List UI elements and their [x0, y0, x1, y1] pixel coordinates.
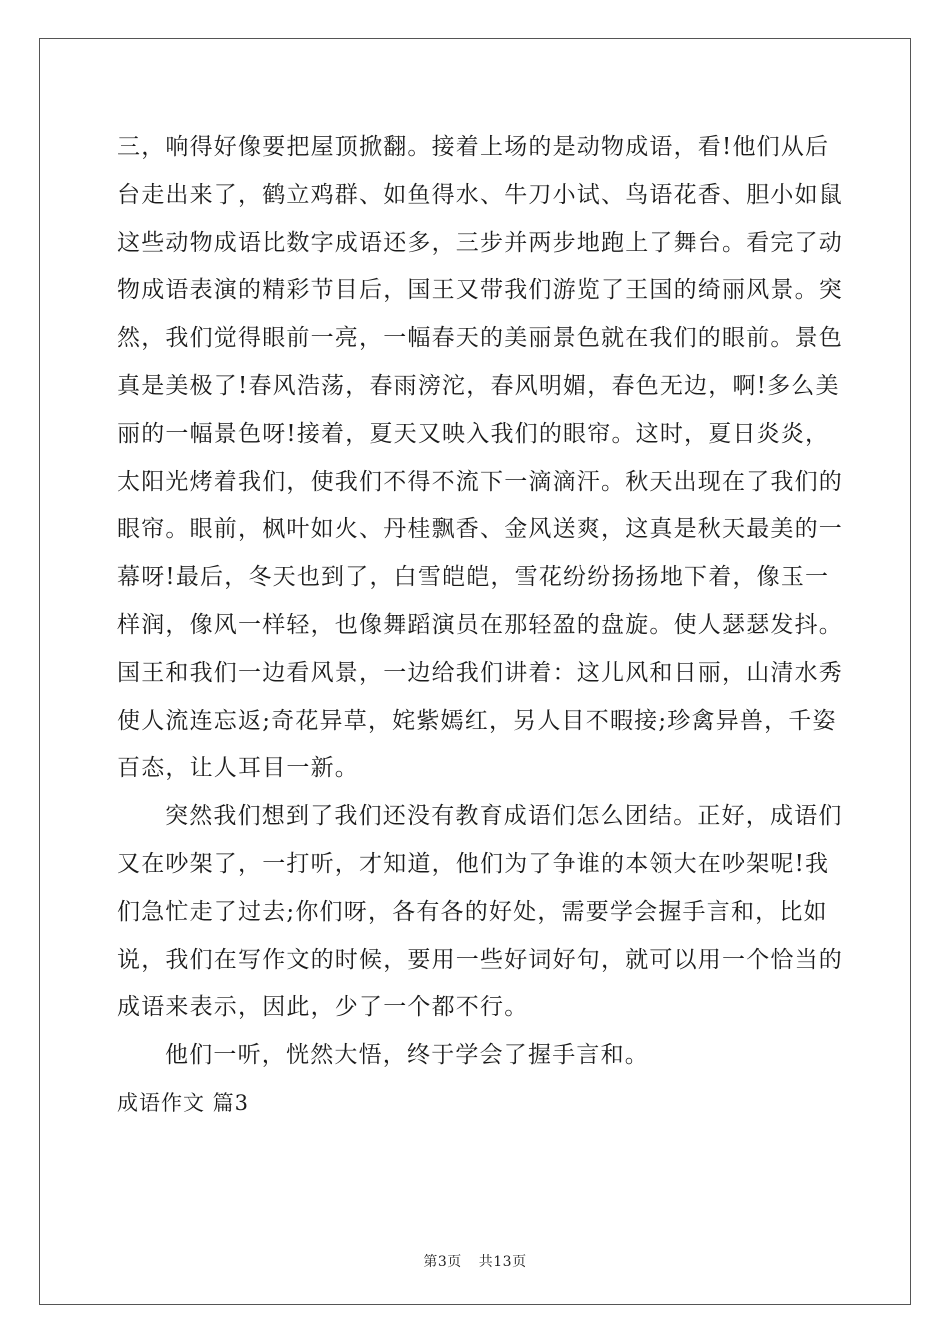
text-line: 说，我们在写作文的时候，要用一些好词好句，就可以用一个恰当的 [117, 946, 843, 973]
text-line: 国王和我们一边看风景，一边给我们讲着：这儿风和日丽，山清水秀 [117, 659, 843, 686]
section-heading: 成语作文 篇3 [117, 1090, 250, 1115]
text-line: 百态，让人耳目一新。 [117, 755, 359, 782]
text-line: 又在吵架了，一打听，才知道，他们为了争谁的本领大在吵架呢!我 [117, 850, 830, 877]
paragraph-start-line: 突然我们想到了我们还没有教育成语们怎么团结。正好，成语们 [165, 803, 843, 830]
page-total: 共13页 [478, 1254, 527, 1270]
text-line: 成语来表示，因此，少了一个都不行。 [117, 994, 529, 1021]
text-line: 们急忙走了过去;你们呀，各有各的好处，需要学会握手言和，比如 [117, 898, 828, 925]
text-line: 幕呀!最后，冬天也到了，白雪皑皑，雪花纷纷扬扬地下着，像玉一 [117, 564, 830, 591]
page-footer [0, 1251, 950, 1271]
text-line: 真是美极了!春风浩荡，春雨滂沱，春风明媚，春色无边，啊!多么美 [117, 372, 840, 399]
text-line: 眼帘。眼前，枫叶如火、丹桂飘香、金风送爽，这真是秋天最美的一 [117, 516, 843, 543]
text-line: 三，响得好像要把屋顶掀翻。接着上场的是动物成语，看!他们从后 [117, 134, 830, 160]
document-body [117, 124, 843, 1128]
page-number: 第3页 [423, 1254, 462, 1270]
text-line: 样润，像风一样轻，也像舞蹈演员在那轻盈的盘旋。使人瑟瑟发抖。 [117, 611, 843, 638]
text-line: 这些动物成语比数字成语还多，三步并两步地跑上了舞台。看完了动 [117, 229, 843, 256]
text-line: 台走出来了，鹤立鸡群、如鱼得水、牛刀小试、鸟语花香、胆小如鼠 [117, 181, 843, 208]
text-line: 太阳光烤着我们，使我们不得不流下一滴滴汗。秋天出现在了我们的 [117, 468, 843, 495]
text-line: 物成语表演的精彩节目后，国王又带我们游览了王国的绮丽风景。突 [117, 277, 843, 304]
text-line: 然，我们觉得眼前一亮，一幅春天的美丽景色就在我们的眼前。景色 [117, 325, 843, 352]
text-line: 使人流连忘返;奇花异草，姹紫嫣红，另人目不暇接;珍禽异兽，千姿 [117, 707, 837, 734]
paragraph-start-line: 他们一听，恍然大悟，终于学会了握手言和。 [165, 1042, 649, 1069]
text-line: 丽的一幅景色呀!接着，夏天又映入我们的眼帘。这时，夏日炎炎， [117, 420, 830, 447]
